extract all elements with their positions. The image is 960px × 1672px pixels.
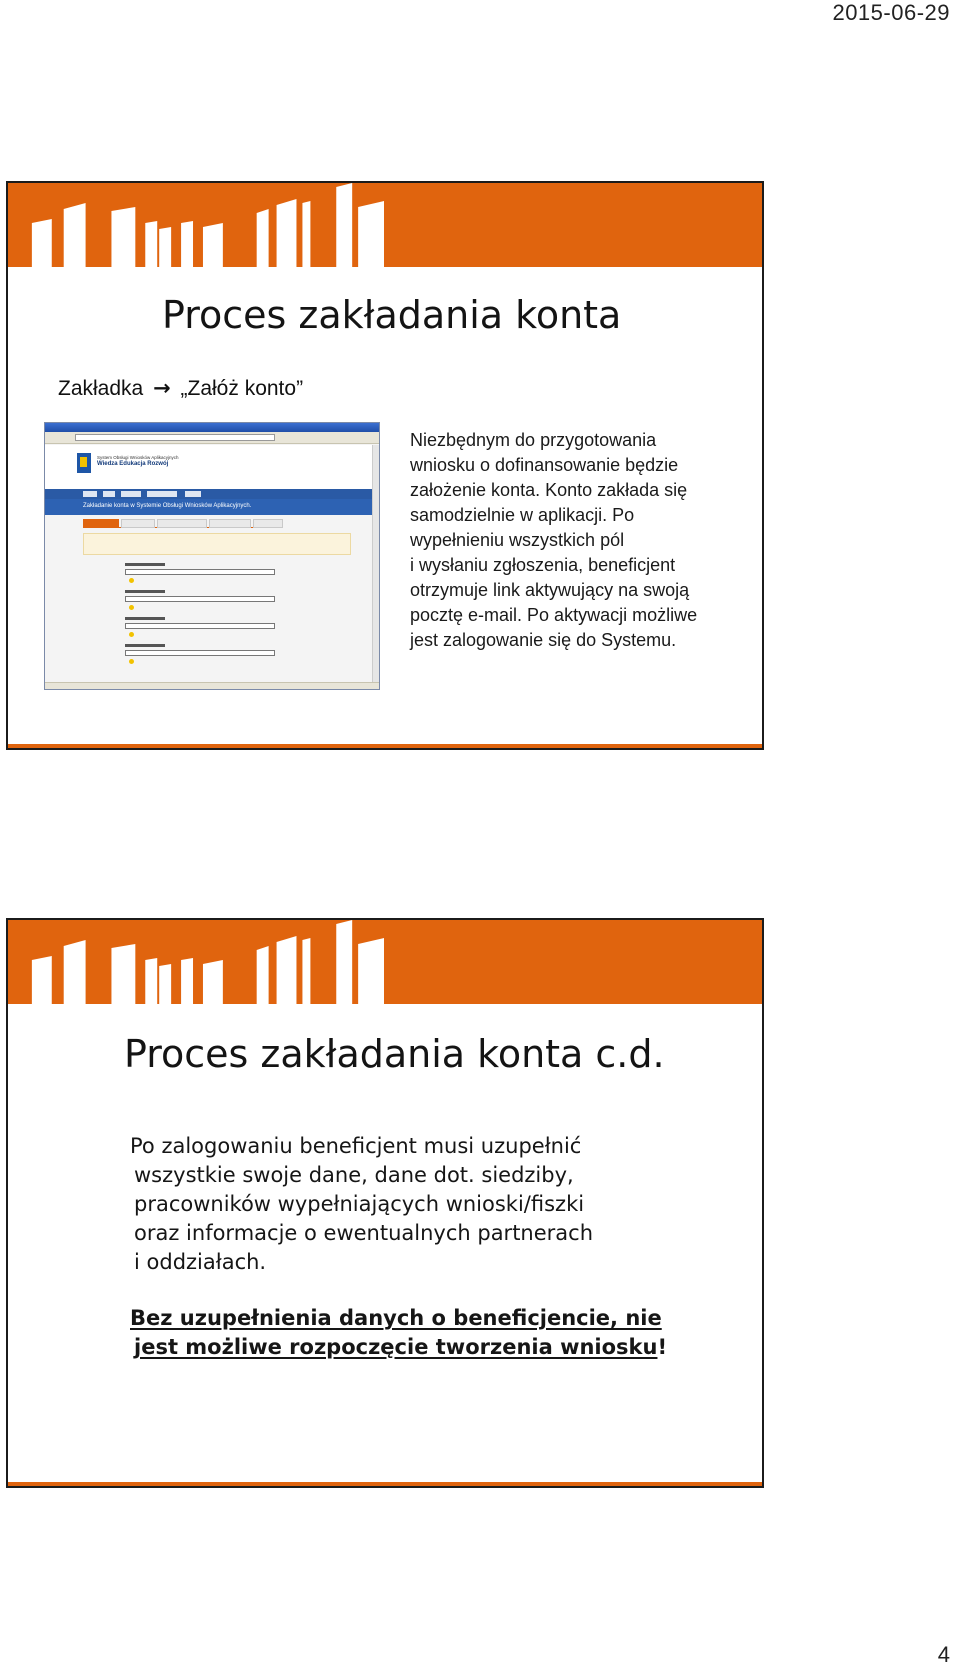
application-screenshot bbox=[44, 422, 380, 690]
slide-2 bbox=[6, 918, 764, 1488]
slide-title: Proces zakładania konta bbox=[162, 293, 622, 337]
screenshot-label bbox=[125, 590, 165, 593]
tab-caption-target: „Załóż konto” bbox=[180, 377, 304, 400]
slide-warning: Bez uzupełnienia danych o beneficjencie, nie jest możliwe rozpoczęcie tworzenia wniosku! bbox=[130, 1306, 668, 1359]
screenshot-logo-text: System Obsługi Wniosków Aplikacyjnych Wiedza Edukacja Rozwój bbox=[97, 455, 179, 467]
screenshot-logo-icon bbox=[77, 453, 91, 473]
screenshot-field bbox=[125, 623, 275, 629]
screenshot-statusbar bbox=[45, 682, 379, 689]
screenshot-label bbox=[125, 563, 165, 566]
screenshot-field bbox=[125, 596, 275, 602]
page-number: 4 bbox=[937, 1642, 950, 1667]
screenshot-titlebar bbox=[45, 423, 379, 432]
help-icon bbox=[129, 632, 134, 637]
screenshot-nav bbox=[45, 489, 379, 499]
screenshot-toolbar bbox=[45, 432, 379, 444]
screenshot-tabs bbox=[83, 519, 283, 528]
slide-banner-graphic bbox=[8, 920, 762, 1004]
slide-1 bbox=[6, 181, 764, 750]
help-icon bbox=[129, 659, 134, 664]
arrow-right-icon: → bbox=[153, 376, 171, 400]
help-icon bbox=[129, 605, 134, 610]
tab-caption-prefix: Zakładka bbox=[58, 377, 144, 400]
screenshot-field bbox=[125, 569, 275, 575]
slide-description: Niezbędnym do przygotowania wniosku o dofinansowanie będzie założenie konta. Konto zakłada się samodzielnie w aplikacji. Po wypełnieniu wszystkich pól i wysłaniu zgłoszenia, beneficjent otrzymuje link aktywujący na swoją pocztę e-mail. Po aktywacji możliwe jest zalogowanie się do Systemu. bbox=[410, 430, 698, 650]
slide-banner-graphic bbox=[8, 183, 762, 267]
screenshot-banner: Zakładanie konta w Systemie Obsługi Wniosków Aplikacyjnych. bbox=[45, 499, 379, 515]
screenshot-label bbox=[125, 617, 165, 620]
screenshot-field bbox=[125, 650, 275, 656]
slide-paragraph: Po zalogowaniu beneficjent musi uzupełnić wszystkie swoje dane, dane dot. siedziby, pracowników wypełniających wnioski/fiszki oraz informacje o ewentualnych partnerach i oddziałach. bbox=[130, 1134, 594, 1274]
screenshot-scrollbar bbox=[372, 445, 379, 682]
page-date: 2015-06-29 bbox=[832, 0, 950, 25]
slide-title: Proces zakładania konta c.d. bbox=[124, 1032, 665, 1076]
slide-footer-bar bbox=[8, 744, 762, 748]
screenshot-notice bbox=[83, 533, 351, 555]
tab-caption bbox=[58, 376, 303, 401]
screenshot-address-bar bbox=[75, 434, 275, 441]
slide-footer-bar bbox=[8, 1482, 762, 1486]
screenshot-label bbox=[125, 644, 165, 647]
help-icon bbox=[129, 578, 134, 583]
